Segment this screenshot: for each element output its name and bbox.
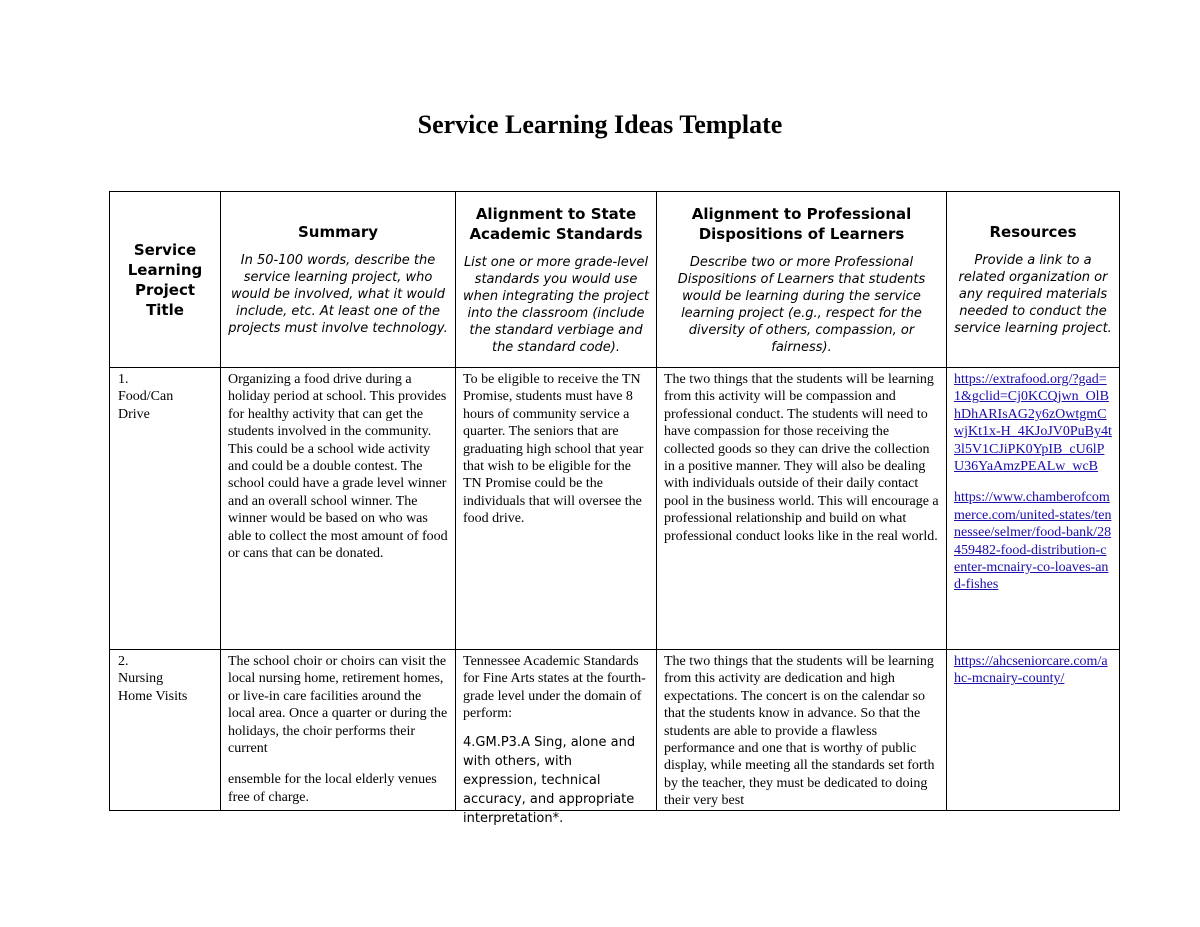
resources-cell: [947, 650, 1120, 811]
summary-text: The school choir or choirs can visit the local nursing home, retirement homes, or live-in care facilities around the local area. Once a quarter or during the holidays, the choir performs their current: [228, 654, 448, 757]
row-number: 2.: [118, 654, 129, 669]
summary-cell: [221, 650, 456, 811]
standards-cell: To be eligible to receive the TN Promise, students must have 8 hours of community service a quarter. The seniors that are graduating high school that year that wish to be eligible for the TN Promise could be the individuals that will oversee the food drive.: [456, 368, 657, 650]
dispositions-cell: The two things that the students will be learning from this activity will be compassion and professional conduct. The students will need to have compassion for those receiving the collected goods so they can drive the collection in a positive manner. They will also be dealing with individuals outside of their daily contact pool in the business world. This will encourage a professional relationship and build on what professional conduct looks like in the real world.: [657, 368, 947, 650]
page-title: Service Learning Ideas Template: [417, 110, 783, 139]
resources-cell: [947, 368, 1120, 650]
dispositions-text: The two things that the students will be learning from this activity are dedication and high expectations. The concert is on the calendar so that the students know in advance. So that the students are able to provide a flawless performance and one that is worthy of public display, while meeting all the standards set forth by the teacher, they must be dedicated to doing their very best: [664, 654, 935, 809]
table-row: [110, 650, 1120, 811]
standards-text: Tennessee Academic Standards for Fine Arts states at the fourth-grade level under the domain of perform:: [463, 654, 646, 722]
header-dispositions-title: Alignment to Professional Dispositions of Learners: [691, 204, 912, 243]
header-standards-note: List one or more grade-level standards you would use when integrating the project into the classroom (include the standard verbiage and the standard code).: [463, 254, 649, 355]
header-resources-note: Provide a link to a related organization or any required materials needed to conduct the service learning project.: [954, 253, 1112, 336]
header-resources: [947, 192, 1120, 368]
header-project-title-text: Service Learning Project Title: [127, 240, 203, 319]
row-number: 1.: [118, 372, 129, 387]
summary-text-continued: ensemble for the local elderly venues free of charge.: [228, 772, 437, 805]
header-standards-title: Alignment to State Academic Standards: [469, 204, 643, 243]
header-summary-title: Summary: [297, 223, 379, 241]
standards-cell: [456, 650, 657, 826]
resource-link[interactable]: https://www.chamberofcommerce.com/united-states/tennessee/selmer/food-bank/28459482-food-distribution-center-mcnairy-co-loaves-and-fishes: [954, 490, 1112, 593]
header-row: [110, 192, 1120, 368]
dispositions-cell: [657, 650, 947, 811]
summary-cell: Organizing a food drive during a holiday period at school. This provides for healthy activity that can get the students involved in the community. This could be a school wide activity and could be a double contest. The school could have a grade level winner and an overall school winner. The winner would be based on who was able to collect the most amount of food or cans that can be donated.: [221, 368, 456, 650]
project-title-cell: [110, 650, 221, 811]
project-title: Nursing Home Visits: [118, 671, 188, 704]
ideas-table: [109, 191, 1120, 826]
resource-link[interactable]: https://extrafood.org/?gad=1&gclid=Cj0KCQjwn_OlBhDhARIsAG2y6zOwtgmCwjKt1x-H_4KJoJV0PuBy4t3l5V1CJiPK0YpIB_cU6lPU36YaAmzPEALw_wcB: [954, 372, 1112, 475]
project-title: Food/Can Drive: [118, 389, 174, 422]
header-summary: [221, 192, 456, 368]
project-title-cell: [110, 368, 221, 650]
resource-link[interactable]: https://ahcseniorcare.com/ahc-mcnairy-county/: [954, 654, 1108, 687]
header-dispositions: [657, 192, 947, 368]
header-summary-note: In 50-100 words, describe the service learning project, who would be involved, what it would include, etc. At least one of the projects must involve technology.: [228, 253, 448, 336]
standards-code: 4.GM.P3.A Sing, alone and with others, with expression, technical accuracy, and appropriate interpretation*.: [463, 734, 636, 826]
header-dispositions-note: Describe two or more Professional Dispositions of Learners that students would be learning during the service learning project (e.g., respect for the diversity of others, compassion, or fairness).: [677, 254, 926, 355]
table-row: [110, 368, 1120, 650]
header-standards: [456, 192, 657, 368]
header-project-title: [110, 192, 221, 368]
header-resources-title: Resources: [989, 223, 1077, 241]
